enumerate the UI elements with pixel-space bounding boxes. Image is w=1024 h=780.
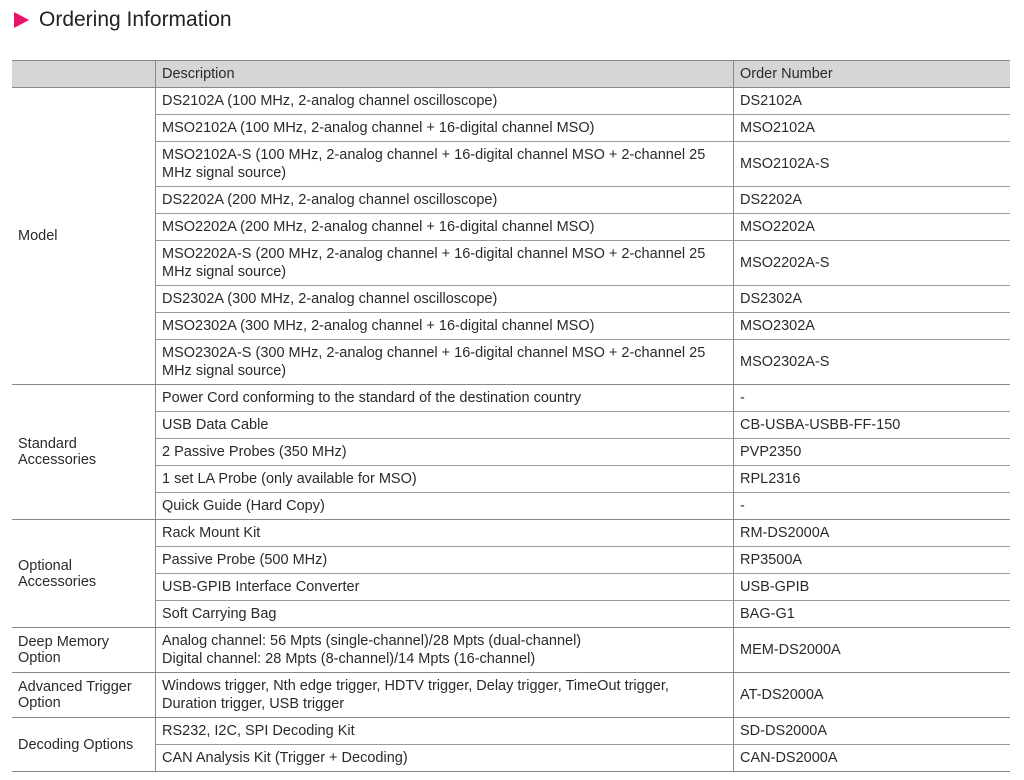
- order-number-cell: AT-DS2000A: [734, 673, 1011, 718]
- table-row: [12, 142, 1010, 187]
- table-header-row: [12, 61, 1010, 88]
- ordering-table: [12, 60, 1010, 772]
- header-description: Description: [156, 61, 734, 88]
- table-row: [12, 718, 1010, 745]
- category-cell: Decoding Options: [12, 718, 156, 772]
- table-row: [12, 385, 1010, 412]
- table-row: [12, 88, 1010, 115]
- header-order-number: Order Number: [734, 61, 1011, 88]
- description-cell: Quick Guide (Hard Copy): [156, 493, 734, 520]
- description-cell: DS2202A (200 MHz, 2-analog channel oscilloscope): [156, 187, 734, 214]
- order-number-cell: CB-USBA-USBB-FF-150: [734, 412, 1011, 439]
- table-row: [12, 286, 1010, 313]
- category-cell: Optional Accessories: [12, 520, 156, 628]
- description-cell: DS2102A (100 MHz, 2-analog channel oscilloscope): [156, 88, 734, 115]
- description-line: Digital channel: 28 Mpts (8-channel)/14 Mpts (16-channel): [162, 651, 536, 667]
- table-row: [12, 574, 1010, 601]
- category-cell: Deep Memory Option: [12, 628, 156, 673]
- description-cell: 1 set LA Probe (only available for MSO): [156, 466, 734, 493]
- description-cell: USB-GPIB Interface Converter: [156, 574, 734, 601]
- table-row: [12, 745, 1010, 772]
- description-cell: CAN Analysis Kit (Trigger + Decoding): [156, 745, 734, 772]
- table-row: [12, 493, 1010, 520]
- description-cell: MSO2102A (100 MHz, 2-analog channel + 16-digital channel MSO): [156, 115, 734, 142]
- description-cell: 2 Passive Probes (350 MHz): [156, 439, 734, 466]
- description-cell: MSO2302A (300 MHz, 2-analog channel + 16-digital channel MSO): [156, 313, 734, 340]
- order-number-cell: MSO2202A: [734, 214, 1011, 241]
- order-number-cell: RM-DS2000A: [734, 520, 1011, 547]
- table-row: [12, 187, 1010, 214]
- order-number-cell: RPL2316: [734, 466, 1011, 493]
- description-cell: DS2302A (300 MHz, 2-analog channel oscilloscope): [156, 286, 734, 313]
- table-row: [12, 601, 1010, 628]
- description-cell: MSO2202A (200 MHz, 2-analog channel + 16-digital channel MSO): [156, 214, 734, 241]
- section-title: Ordering Information: [39, 8, 232, 31]
- table-row: [12, 214, 1010, 241]
- category-cell: Standard Accessories: [12, 385, 156, 520]
- order-number-cell: RP3500A: [734, 547, 1011, 574]
- order-number-cell: MSO2302A: [734, 313, 1011, 340]
- description-cell: Power Cord conforming to the standard of the destination country: [156, 385, 734, 412]
- order-number-cell: PVP2350: [734, 439, 1011, 466]
- description-cell: MSO2202A-S (200 MHz, 2-analog channel + 16-digital channel MSO + 2-channel 25 MHz signal source): [156, 241, 734, 286]
- description-cell: RS232, I2C, SPI Decoding Kit: [156, 718, 734, 745]
- order-number-cell: MSO2102A: [734, 115, 1011, 142]
- category-cell: Model: [12, 88, 156, 385]
- table-row: [12, 520, 1010, 547]
- description-cell: MSO2302A-S (300 MHz, 2-analog channel + 16-digital channel MSO + 2-channel 25 MHz signal source): [156, 340, 734, 385]
- order-number-cell: -: [734, 493, 1011, 520]
- description-cell: Rack Mount Kit: [156, 520, 734, 547]
- order-number-cell: DS2102A: [734, 88, 1011, 115]
- order-number-cell: -: [734, 385, 1011, 412]
- description-cell: Soft Carrying Bag: [156, 601, 734, 628]
- table-row: [12, 547, 1010, 574]
- section-heading: [14, 7, 232, 33]
- table-row: [12, 412, 1010, 439]
- order-number-cell: CAN-DS2000A: [734, 745, 1011, 772]
- table-row: [12, 313, 1010, 340]
- order-number-cell: BAG-G1: [734, 601, 1011, 628]
- description-cell: Passive Probe (500 MHz): [156, 547, 734, 574]
- order-number-cell: MSO2202A-S: [734, 241, 1011, 286]
- order-number-cell: MSO2102A-S: [734, 142, 1011, 187]
- triangle-bullet-icon: [14, 12, 29, 28]
- table-row: [12, 115, 1010, 142]
- order-number-cell: MEM-DS2000A: [734, 628, 1011, 673]
- order-number-cell: SD-DS2000A: [734, 718, 1011, 745]
- description-line: Analog channel: 56 Mpts (single-channel)/28 Mpts (dual-channel): [162, 633, 582, 649]
- order-number-cell: MSO2302A-S: [734, 340, 1011, 385]
- category-cell: Advanced Trigger Option: [12, 673, 156, 718]
- table-row: [12, 241, 1010, 286]
- table-row: [12, 439, 1010, 466]
- order-number-cell: DS2302A: [734, 286, 1011, 313]
- description-cell: MSO2102A-S (100 MHz, 2-analog channel + 16-digital channel MSO + 2-channel 25 MHz signal source): [156, 142, 734, 187]
- description-cell: USB Data Cable: [156, 412, 734, 439]
- order-number-cell: USB-GPIB: [734, 574, 1011, 601]
- table-row: [12, 466, 1010, 493]
- description-cell: Windows trigger, Nth edge trigger, HDTV trigger, Delay trigger, TimeOut trigger, Duration trigger, USB trigger: [156, 673, 734, 718]
- table-row: [12, 340, 1010, 385]
- order-number-cell: DS2202A: [734, 187, 1011, 214]
- description-cell: [156, 628, 734, 673]
- table-row: [12, 628, 1010, 673]
- header-category: [12, 61, 156, 88]
- table-row: [12, 673, 1010, 718]
